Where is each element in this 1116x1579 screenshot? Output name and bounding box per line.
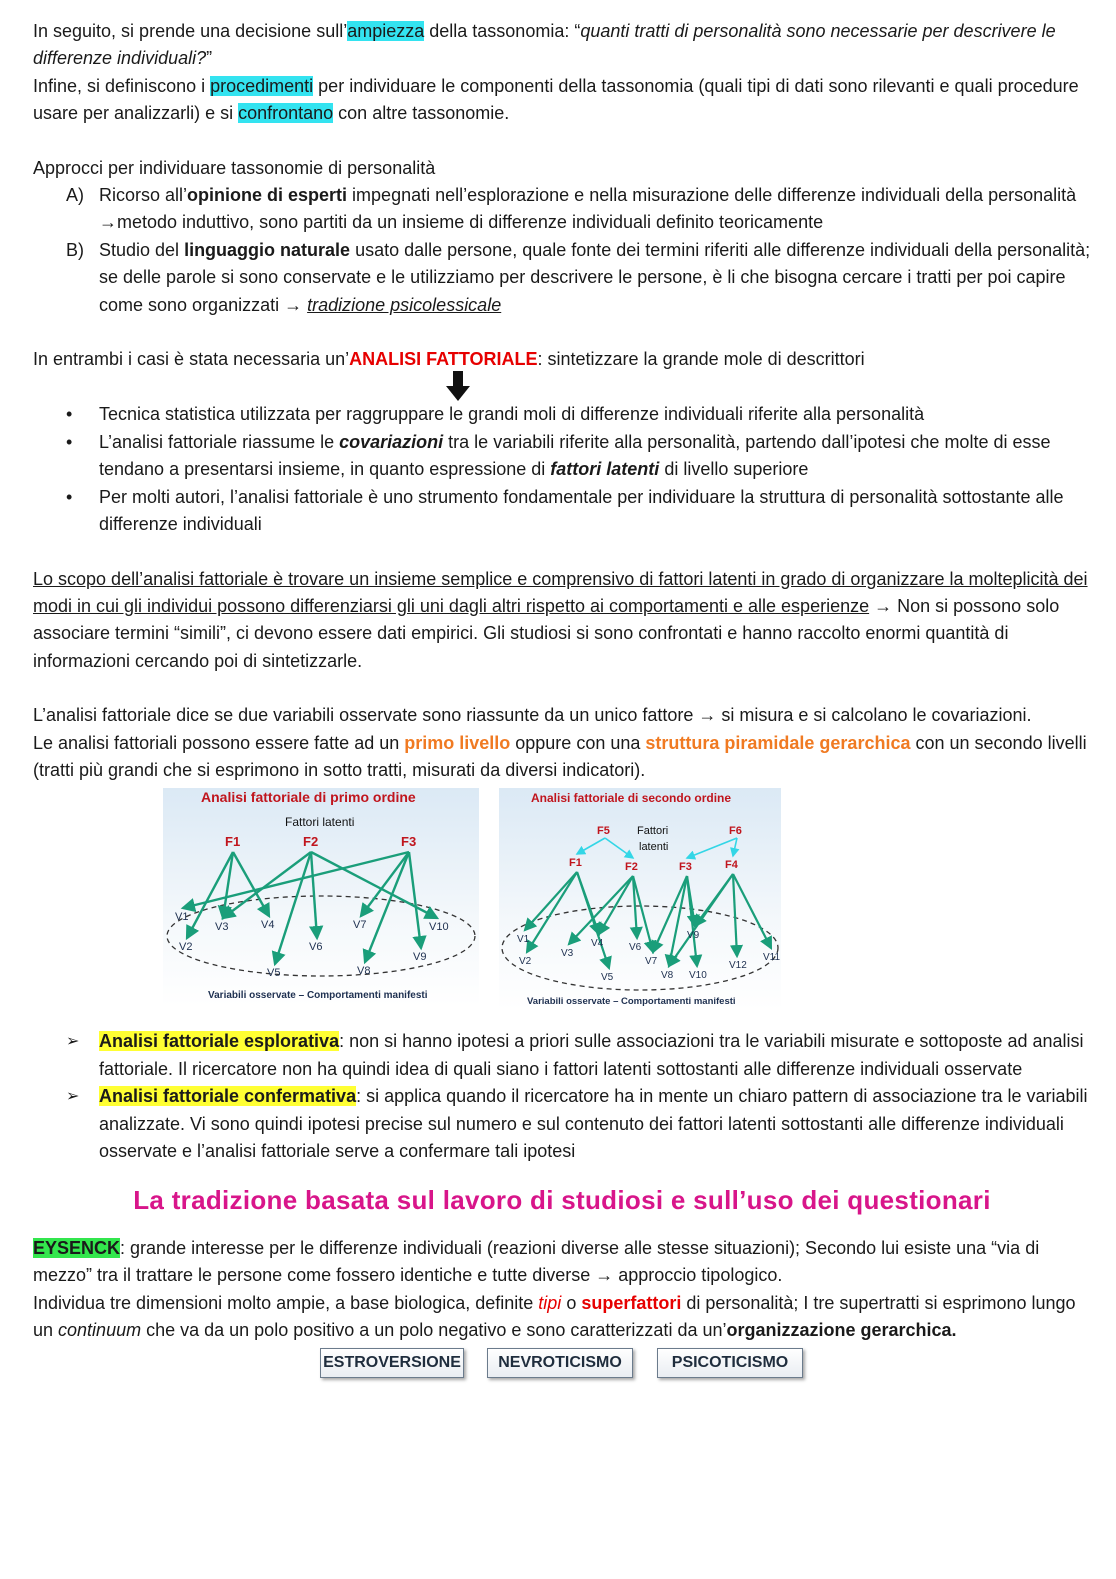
- second-order-diagram: [499, 788, 781, 1010]
- higher-factor-label: F5: [597, 825, 610, 838]
- variable-label: V4: [261, 919, 275, 932]
- variable-label: V5: [267, 967, 281, 980]
- variable-label: V2: [519, 956, 532, 968]
- list-item: A) Ricorso all’opinione di esperti impegnati nell’esplorazione e nella misurazione delle differenze individuali della personalità →metodo induttivo, sono partiti da un insieme di differenze individuali definito teoricamente: [66, 185, 1077, 233]
- list-item: ➢ Analisi fattoriale esplorativa: non si hanno ipotesi a priori sulle associazioni tra le variabili misurate e sottoposte ad analisi fattoriale. Il ricercatore non ha quindi idea di quali siano i fattori latenti sottostanti alle differenze individuali osservate: [33, 1028, 1091, 1083]
- variable-label: V6: [629, 942, 642, 954]
- highlight-procedimenti: procedimenti: [210, 75, 314, 96]
- factor-diagrams: [33, 788, 1091, 1020]
- scope-paragraph: Lo scopo dell’analisi fattoriale è trovare un insieme semplice e comprensivo di fattori latenti in grado di organizzare la molteplicità dei modi in cui gli individui possono differenziarsi gli uni dagli altri rispetto ai comportamenti e alle esperienze → Non si possono solo associare termini “simili”, ci devono essere dati empirici. Gli studiosi si sono confrontati e hanno raccolto enormi quantità di informazioni cercando poi di sintetizzarle.: [33, 568, 1088, 671]
- first-order-diagram: [163, 788, 479, 1006]
- eysenck-paragraph-2: Individua tre dimensioni molto ampie, a base biologica, definite tipi o superfattori di personalità; I tre supertratti si esprimono lungo un continuum che va da un polo positivo a un polo negativo e sono caratterizzati da un’organizzazione gerarchica.: [33, 1292, 1076, 1340]
- document-page: [33, 18, 1091, 1388]
- dimension-box-estroversione: ESTROVERSIONE: [320, 1348, 464, 1378]
- variable-label: V3: [561, 948, 574, 960]
- variable-label: V6: [309, 941, 323, 954]
- arrow-bullet-icon: ➢: [66, 1088, 80, 1106]
- higher-factor-label: F6: [729, 825, 742, 838]
- eysenck-highlight: EYSENCK: [33, 1237, 121, 1258]
- factor-label: F2: [625, 861, 638, 874]
- factorial-intro: In entrambi i casi è stata necessaria un’ANALISI FATTORIALE: sintetizzare la grande mole di descrittori: [33, 349, 865, 370]
- factor-label: F4: [725, 859, 738, 872]
- list-item: ➢ Analisi fattoriale confermativa: si applica quando il ricercatore ha in mente un chiaro pattern di associazione tra le variabili analizzate. Vi sono quindi ipotesi precise sul numero e sul contenuto dei fattori latenti sottostanti alle differenze individuali osservate e l’analisi fattoriale serve a confermare tali ipotesi: [33, 1083, 1091, 1165]
- figure1-title: Analisi fattoriale di primo ordine: [201, 789, 416, 806]
- list-item: • L’analisi fattoriale riassume le covariazioni tra le variabili riferite alla personalità, partendo dall’ipotesi che molte di esse tendano a presentarsi insieme, in quanto espressione di fattori latenti di livello superiore: [66, 431, 1051, 480]
- variable-label: V7: [645, 956, 658, 968]
- variable-label: V7: [353, 919, 367, 932]
- variable-label: V3: [215, 921, 229, 934]
- approaches-title: Approcci per individuare tassonomie di personalità: [33, 157, 436, 178]
- variable-label: V10: [429, 921, 449, 934]
- variable-label: V12: [729, 960, 747, 972]
- dimension-box-psicoticismo: PSICOTICISMO: [657, 1348, 803, 1378]
- levels-paragraph-2: Le analisi fattoriali possono essere fatte ad un primo livello oppure con una struttura piramidale gerarchica con un secondo livelli (tratti più grandi che si esprimono in sotto tratti, misurati da diversi indicatori).: [33, 732, 1087, 780]
- variable-label: V9: [687, 930, 700, 942]
- figure1-footer: Variabili osservate – Comportamenti manifesti: [208, 990, 428, 1002]
- eysenck-paragraph-1: EYSENCK: grande interesse per le differenze individuali (reazioni diverse alle stesse situazioni); Secondo lui esiste una “via di mezzo” tra il trattare le persone come fossero identiche e tutte diverse → approccio tipologico.: [33, 1237, 1040, 1286]
- psycholexical-link-text: tradizione psicolessicale: [307, 294, 502, 315]
- variable-label: V5: [601, 972, 614, 984]
- figure2-title: Analisi fattoriale di secondo ordine: [531, 791, 732, 806]
- figure2-footer: Variabili osservate – Comportamenti manifesti: [527, 996, 736, 1008]
- figure2-subtitle-1: Fattori: [637, 825, 669, 838]
- levels-paragraph-1: L’analisi fattoriale dice se due variabili osservate sono riassunte da un unico fattore → si misura e si calcolano le covariazioni.: [33, 705, 1032, 726]
- variable-label: V1: [517, 934, 530, 946]
- down-arrow-icon: [33, 373, 1091, 401]
- analysis-types-list: [33, 1028, 1091, 1165]
- variable-label: V8: [661, 970, 674, 982]
- factor-label: F1: [569, 857, 582, 870]
- variable-label: V11: [763, 952, 781, 964]
- figure2-subtitle-2: latenti: [639, 841, 669, 854]
- section-title: La tradizione basata sul lavoro di studiosi e sull’uso dei questionari: [133, 1185, 991, 1216]
- highlight-ampiezza: ampiezza: [347, 21, 425, 41]
- dimension-box-nevroticismo: NEVROTICISMO: [487, 1348, 633, 1378]
- factorial-bullets: [33, 401, 1091, 538]
- figure1-subtitle: Fattori latenti: [285, 815, 355, 830]
- factor-label: F3: [679, 861, 692, 874]
- intro-paragraph-2: Infine, si definiscono i procedimenti per individuare le componenti della tassonomia (quali tipi di dati sono rilevanti e quali procedure usare per analizzarli) e si confrontano con altre tassonomie.: [33, 75, 1079, 124]
- variable-label: V8: [357, 965, 371, 978]
- intro-paragraph-1: In seguito, si prende una decisione sull’ampiezza della tassonomia: “quanti tratti di personalità sono necessarie per descrivere le differenze individuali?”: [33, 21, 1056, 69]
- factor-label: F2: [303, 834, 319, 850]
- list-item: B) Studio del linguaggio naturale usato dalle persone, quale fonte dei termini riferiti alle differenze individuali della personalità; se delle parole si sono conservate e le utilizziamo per descrivere le persone, è li che bisogna cercare i tratti per poi capire come sono organizzati → tradizione psicolessicale: [66, 239, 1091, 315]
- dimension-boxes: [33, 1348, 1091, 1388]
- arrow-bullet-icon: ➢: [66, 1033, 80, 1051]
- approaches-list: [33, 182, 1091, 319]
- list-item: • Tecnica statistica utilizzata per raggruppare le grandi moli di differenze individuali riferite alla personalità: [66, 404, 925, 425]
- variable-label: V10: [689, 970, 707, 982]
- variable-label: V9: [413, 951, 427, 964]
- variable-label: V1: [175, 911, 189, 924]
- variable-label: V4: [591, 938, 604, 950]
- highlight-confrontano: confrontano: [238, 103, 334, 124]
- factor-label: F1: [225, 834, 241, 850]
- list-item: • Per molti autori, l’analisi fattoriale è uno strumento fondamentale per individuare la struttura di personalità sottostante alle differenze individuali: [66, 486, 1064, 535]
- factor-label: F3: [401, 834, 417, 850]
- variable-label: V2: [179, 941, 193, 954]
